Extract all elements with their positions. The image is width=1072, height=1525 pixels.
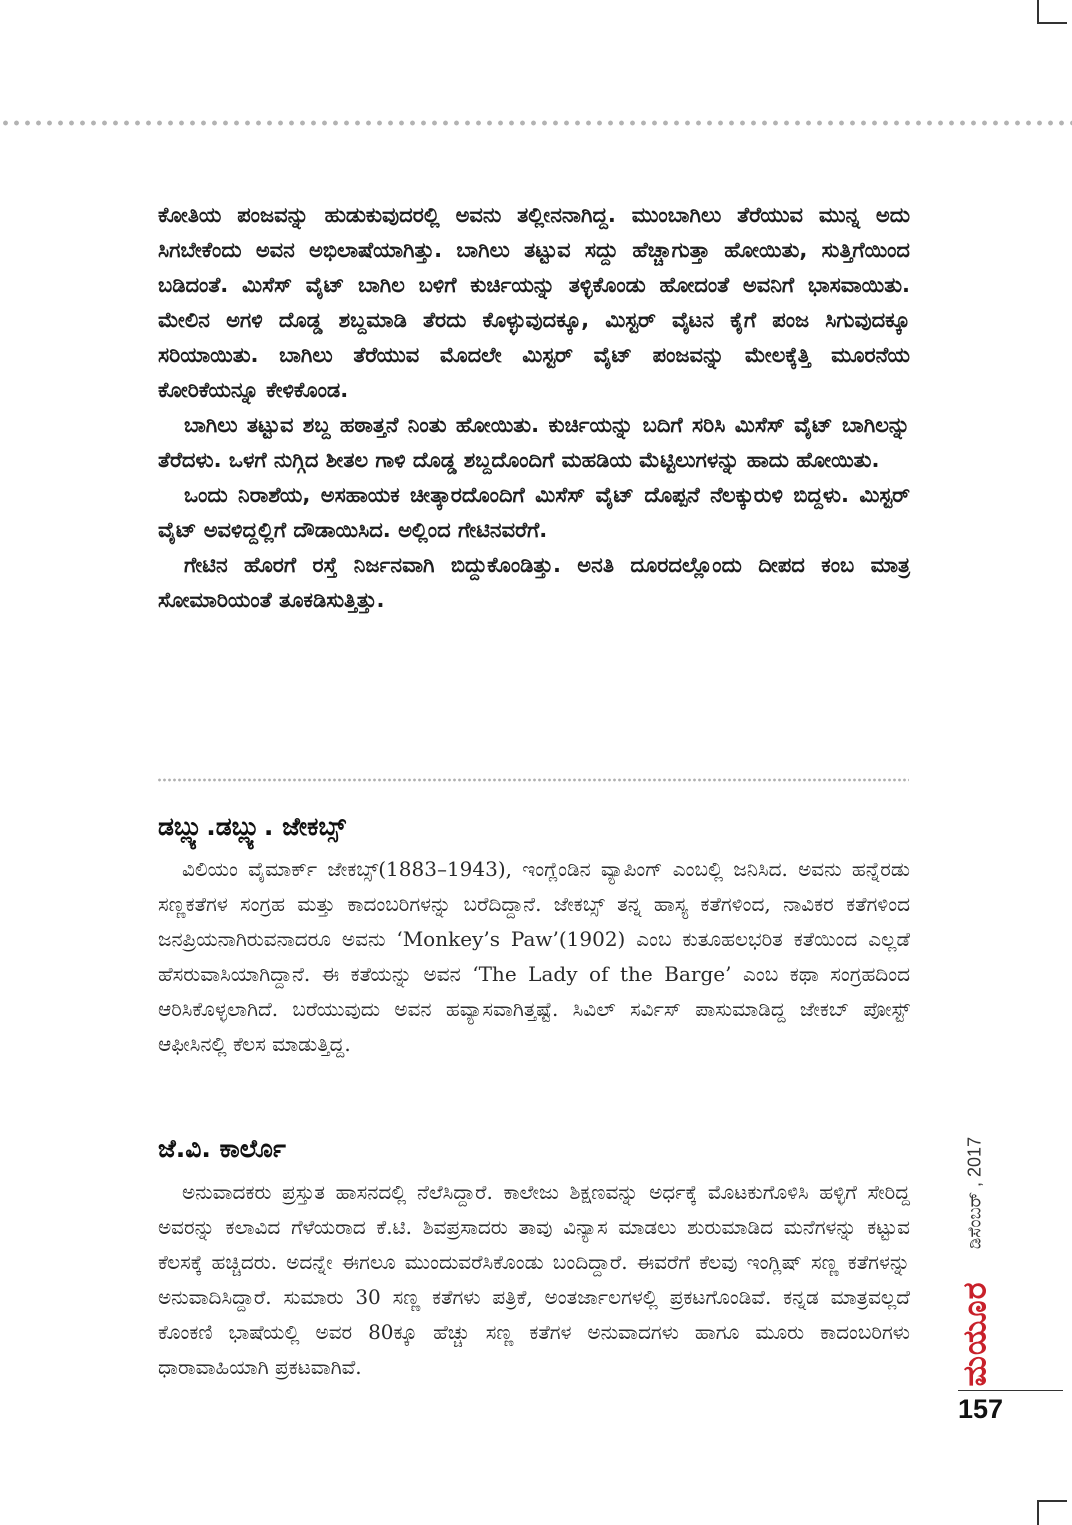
issue-date-text: ಡಿಸೆಂಬರ್ , 2017 xyxy=(964,1136,985,1250)
folio-rule xyxy=(958,1390,1063,1391)
translator-heading: ಜೆ.ವಿ. ಕಾರ್ಲೊ xyxy=(158,1134,286,1163)
issue-date xyxy=(964,1103,986,1283)
crop-mark xyxy=(1037,1500,1067,1502)
translator-bio: ಅನುವಾದಕರು ಪ್ರಸ್ತುತ ಹಾಸನದಲ್ಲಿ ನೆಲೆಸಿದ್ದಾರೆ. ಕಾಲೇಜು ಶಿಕ್ಷಣವನ್ನು ಅರ್ಧಕ್ಕೆ ಮೊಟಕುಗೊಳಿಸಿ ಹಳ್ಳಿಗೆ ಸೇರಿದ್ದ ಅವರನ್ನು ಕಲಾವಿದ ಗೆಳೆಯರಾದ ಕೆ.ಟಿ. ಶಿವಪ್ರಸಾದರು ತಾವು ವಿನ್ಯಾಸ ಮಾಡಲು ಶುರುಮಾಡಿದ ಮನೆಗಳನ್ನು ಕಟ್ಟುವ ಕೆಲಸಕ್ಕೆ ಹಚ್ಚಿದರು. ಅದನ್ನೇ ಈಗಲೂ ಮುಂದುವರೆಸಿಕೊಂಡು ಬಂದಿದ್ದಾರೆ. ಈವರೆಗೆ ಕೆಲವು ಇಂಗ್ಲಿಷ್ ಸಣ್ಣ ಕತೆಗಳನ್ನು ಅನುವಾದಿಸಿದ್ದಾರೆ. ಸುಮಾರು 30 ಸಣ್ಣ ಕತೆಗಳು ಪತ್ರಿಕೆ, ಅಂತರ್ಜಾಲಗಳಲ್ಲಿ ಪ್ರಕಟಗೊಂಡಿವೆ. ಕನ್ನಡ ಮಾತ್ರವಲ್ಲದೆ ಕೊಂಕಣಿ ಭಾಷೆಯಲ್ಲಿ ಅವರ 80ಕ್ಕೂ ಹೆಚ್ಚು ಸಣ್ಣ ಕತೆಗಳ ಅನುವಾದಗಳು ಹಾಗೂ ಮೂರು ಕಾದಂಬರಿಗಳು ಧಾರಾವಾಹಿಯಾಗಿ ಪ್ರಕಟವಾಗಿವೆ. xyxy=(158,1180,910,1379)
crop-mark xyxy=(1037,1500,1039,1525)
story-body xyxy=(158,198,910,618)
story-paragraph: ಗೇಟಿನ ಹೊರಗೆ ರಸ್ತೆ ನಿರ್ಜನವಾಗಿ ಬಿದ್ದುಕೊಂಡಿತ್ತು. ಅನತಿ ದೂರದಲ್ಲೊಂದು ದೀಪದ ಕಂಬ ಮಾತ್ರ ಸೋಮಾರಿಯಂತೆ ತೂಕಡಿಸುತ್ತಿತ್ತು. xyxy=(158,553,910,612)
magazine-logo-text: ಮಯೂರ xyxy=(955,1281,994,1387)
dotted-divider xyxy=(157,778,909,782)
author-bio: ವಿಲಿಯಂ ವೈಮಾರ್ಕ್ ಜೇಕಬ್ಸ್(1883–1943), ಇಂಗ್ಲೆಂಡಿನ ವ್ಯಾಪಿಂಗ್ ಎಂಬಲ್ಲಿ ಜನಿಸಿದ. ಅವನು ಹನ್ನೆರಡು ಸಣ್ಣಕತೆಗಳ ಸಂಗ್ರಹ ಮತ್ತು ಕಾದಂಬರಿಗಳನ್ನು ಬರೆದಿದ್ದಾನೆ. ಜೇಕಬ್ಸ್ ತನ್ನ ಹಾಸ್ಯ ಕತೆಗಳಿಂದ, ನಾವಿಕರ ಕತೆಗಳಿಂದ ಜನಪ್ರಿಯನಾಗಿರುವನಾದರೂ ಅವನು ‘Monkey’s Paw’(1902) ಎಂಬ ಕುತೂಹಲಭರಿತ ಕತೆಯಿಂದ ಎಲ್ಲಡೆ ಹೆಸರುವಾಸಿಯಾಗಿದ್ದಾನೆ. ಈ ಕತೆಯನ್ನು ಅವನ ‘The Lady of the Barge’ ಎಂಬ ಕಥಾ ಸಂಗ್ರಹದಿಂದ ಆರಿಸಿಕೊಳ್ಳಲಾಗಿದೆ. ಬರೆಯುವುದು ಅವನ ಹವ್ಯಾಸವಾಗಿತ್ತಷ್ಟೆ. ಸಿವಿಲ್ ಸರ್ವಿಸ್ ಪಾಸುಮಾಡಿದ್ದ ಜೇಕಬ್ ಪೋಸ್ಟ್ ಆಫೀಸಿನಲ್ಲಿ ಕೆಲಸ ಮಾಡುತ್ತಿದ್ದ. xyxy=(158,857,910,1056)
author-heading: ಡಬ್ಲ್ಯು.ಡಬ್ಲ್ಯು. ಜೇಕಬ್ಸ್ xyxy=(158,812,346,841)
crop-mark xyxy=(1037,22,1067,24)
page-number: 157 xyxy=(958,1394,1004,1424)
story-paragraph: ಒಂದು ನಿರಾಶೆಯ, ಅಸಹಾಯಕ ಚೀತ್ಕಾರದೊಂದಿಗೆ ಮಿಸೆಸ್ ವೈಟ್ ದೊಪ್ಪನೆ ನೆಲಕ್ಕುರುಳಿ ಬಿದ್ದಳು. ಮಿಸ್ಟರ್ ವೈಟ್ ಅವಳಿದ್ದಲ್ಲಿಗೆ ದೌಡಾಯಿಸಿದ. ಅಲ್ಲಿಂದ ಗೇಟಿನವರೆಗೆ. xyxy=(158,483,910,542)
story-paragraph: ಕೋತಿಯ ಪಂಜವನ್ನು ಹುಡುಕುವುದರಲ್ಲಿ ಅವನು ತಲ್ಲೀನನಾಗಿದ್ದ. ಮುಂಬಾಗಿಲು ತೆರೆಯುವ ಮುನ್ನ ಅದು ಸಿಗಬೇಕೆಂದು ಅವನ ಅಭಿಲಾಷೆಯಾಗಿತ್ತು. ಬಾಗಿಲು ತಟ್ಟುವ ಸದ್ದು ಹೆಚ್ಚಾಗುತ್ತಾ ಹೋಯಿತು, ಸುತ್ತಿಗೆಯಿಂದ ಬಡಿದಂತೆ. ಮಿಸೆಸ್ ವೈಟ್ ಬಾಗಿಲ ಬಳಿಗೆ ಕುರ್ಚಿಯನ್ನು ತಳ್ಳಿಕೊಂಡು ಹೋದಂತೆ ಅವನಿಗೆ ಭಾಸವಾಯಿತು. ಮೇಲಿನ ಅಗಳಿ ದೊಡ್ಡ ಶಬ್ದಮಾಡಿ ತೆರದು ಕೊಳ್ಳುವುದಕ್ಕೂ, ಮಿಸ್ಟರ್ ವೈಟನ ಕೈಗೆ ಪಂಜ ಸಿಗುವುದಕ್ಕೂ ಸರಿಯಾಯಿತು. ಬಾಗಿಲು ತೆರೆಯುವ ಮೊದಲೇ ಮಿಸ್ಟರ್ ವೈಟ್ ಪಂಜವನ್ನು ಮೇಲಕ್ಕೆತ್ತಿ ಮೂರನೆಯ ಕೋರಿಕೆಯನ್ನೂ ಕೇಳಿಕೊಂಡ. xyxy=(158,203,910,402)
magazine-logo xyxy=(950,1278,1000,1390)
crop-mark xyxy=(1037,0,1039,24)
dotted-divider-top xyxy=(0,120,1072,126)
story-paragraph: ಬಾಗಿಲು ತಟ್ಟುವ ಶಬ್ದ ಹಠಾತ್ತನೆ ನಿಂತು ಹೋಯಿತು. ಕುರ್ಚಿಯನ್ನು ಬದಿಗೆ ಸರಿಸಿ ಮಿಸೆಸ್ ವೈಟ್ ಬಾಗಿಲನ್ನು ತೆರೆದಳು. ಒಳಗೆ ನುಗ್ಗಿದ ಶೀತಲ ಗಾಳಿ ದೊಡ್ಡ ಶಬ್ದದೊಂದಿಗೆ ಮಹಡಿಯ ಮೆಟ್ಟಿಲುಗಳನ್ನು ಹಾದು ಹೋಯಿತು. xyxy=(158,413,910,472)
